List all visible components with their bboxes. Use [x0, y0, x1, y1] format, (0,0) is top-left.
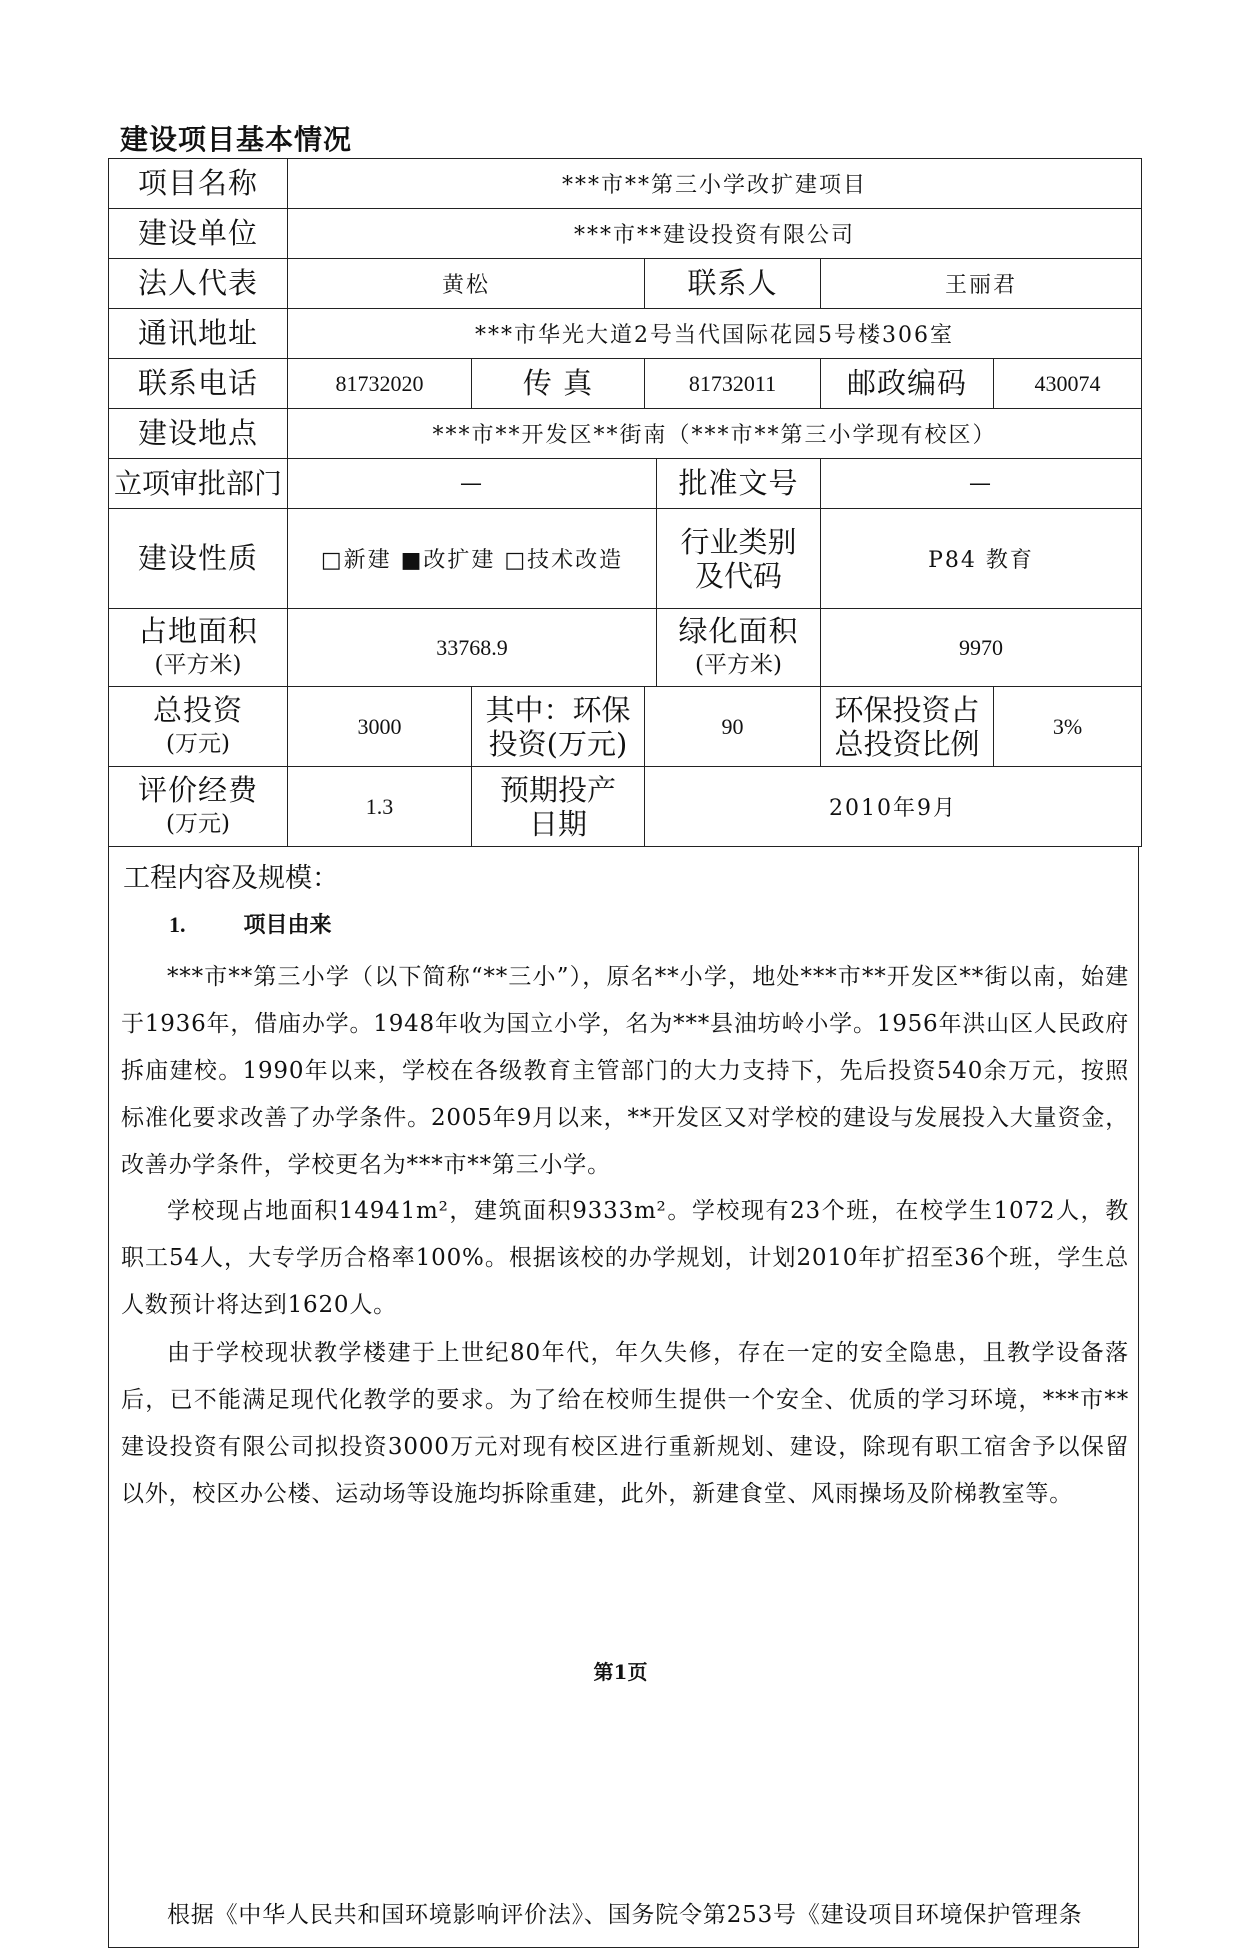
cell-fee-label	[109, 767, 288, 847]
value-address: ***市华光大道2号当代国际花园5号楼306室	[288, 309, 1142, 359]
label-production-date: 预期投产日期	[472, 767, 645, 847]
value-investment: 3000	[288, 687, 472, 767]
cell-area-label	[109, 609, 288, 687]
label-phone: 联系电话	[109, 359, 288, 409]
unit-investment: (万元)	[166, 731, 230, 757]
row-fee	[109, 767, 1142, 847]
label-env-ratio: 环保投资占总投资比例	[821, 687, 994, 767]
paragraph: 由于学校现状教学楼建于上世纪80年代，年久失修，存在一定的安全隐患，且教学设备落后，已不能满足现代化教学的要求。为了给在校师生提供一个安全、优质的学习环境，***市**建设投资有限公司拟投资3000万元对现有校区进行重新规划、建设，除现有职工宿舍予以保留以外，校区办公楼、运动场等设施均拆除重建，此外，新建食堂、风雨操场及阶梯教室等。	[121, 1340, 1129, 1507]
row-legal-rep	[109, 259, 1142, 309]
project-info-table	[108, 158, 1142, 847]
label-contact: 联系人	[645, 259, 821, 309]
label-zip: 邮政编码	[821, 359, 994, 409]
label-fee: 评价经费	[137, 773, 258, 807]
label-approval: 立项审批部门	[109, 459, 288, 509]
value-phone: 81732020	[288, 359, 472, 409]
label-fax: 传 真	[472, 359, 645, 409]
label-project-name: 项目名称	[109, 159, 288, 209]
value-project-name: ***市**第三小学改扩建项目	[288, 159, 1142, 209]
label-green-area: 绿化面积	[678, 614, 799, 648]
row-address	[109, 309, 1142, 359]
section-heading	[169, 908, 332, 939]
content-heading: 工程内容及规模：	[123, 863, 339, 894]
value-nature: □新建 ■改扩建 □技术改造	[288, 509, 657, 609]
label-nature: 建设性质	[109, 509, 288, 609]
value-fee: 1.3	[288, 767, 472, 847]
value-industry: P84 教育	[821, 509, 1142, 609]
label-site: 建设地点	[109, 409, 288, 459]
row-project-name	[109, 159, 1142, 209]
page-title: 建设项目基本情况	[120, 123, 353, 156]
label-doc-number: 批准文号	[657, 459, 821, 509]
value-zip: 430074	[994, 359, 1142, 409]
label-area: 占地面积	[137, 614, 258, 648]
label-investment: 总投资	[152, 693, 243, 727]
row-phone	[109, 359, 1142, 409]
row-investment	[109, 687, 1142, 767]
label-env-investment: 其中：环保投资(万元)	[472, 687, 645, 767]
value-env-investment: 90	[645, 687, 821, 767]
value-site: ***市**开发区**街南（***市**第三小学现有校区）	[288, 409, 1142, 459]
value-green-area: 9970	[821, 609, 1142, 687]
value-fax: 81732011	[645, 359, 821, 409]
project-content-section	[108, 846, 1139, 1948]
row-builder	[109, 209, 1142, 259]
label-legal-rep: 法人代表	[109, 259, 288, 309]
value-contact: 王丽君	[821, 259, 1142, 309]
row-site	[109, 409, 1142, 459]
page-number: 第1页	[593, 1660, 648, 1684]
cell-investment-label	[109, 687, 288, 767]
section-number: 1.	[169, 912, 186, 937]
value-area: 33768.9	[288, 609, 657, 687]
value-doc-number: —	[821, 459, 1142, 509]
unit-fee: (万元)	[166, 811, 230, 837]
paragraph: 学校现占地面积14941m²，建筑面积9333m²。学校现有23个班，在校学生1072人，教职工54人，大专学历合格率100%。根据该校的办学规划，计划2010年扩招至36个班，学生总人数预计将达到1620人。	[121, 1198, 1129, 1318]
value-legal-rep: 黄松	[288, 259, 645, 309]
label-industry: 行业类别及代码	[657, 509, 821, 609]
row-nature	[109, 509, 1142, 609]
row-approval	[109, 459, 1142, 509]
value-env-ratio: 3%	[994, 687, 1142, 767]
paragraph: ***市**第三小学（以下简称“**三小”），原名**小学，地处***市**开发区**街以南，始建于1936年，借庙办学。1948年收为国立小学，名为***县油坊岭小学。1956年洪山区人民政府拆庙建校。1990年以来，学校在各级教育主管部门的大力支持下，先后投资540余万元，按照标准化要求改善了办学条件。2005年9月以来，**开发区又对学校的建设与发展投入大量资金，改善办学条件，学校更名为***市**第三小学。	[121, 964, 1129, 1178]
value-builder: ***市**建设投资有限公司	[288, 209, 1142, 259]
paragraph: 根据《中华人民共和国环境影响评价法》、国务院令第253号《建设项目环境保护管理条	[167, 1902, 1083, 1928]
label-builder: 建设单位	[109, 209, 288, 259]
cell-green-label	[657, 609, 821, 687]
label-address: 通讯地址	[109, 309, 288, 359]
value-production-date: 2010年9月	[645, 767, 1142, 847]
unit-area: (平方米)	[154, 652, 242, 678]
value-approval: —	[288, 459, 657, 509]
row-area	[109, 609, 1142, 687]
unit-green-area: (平方米)	[695, 652, 782, 678]
section-title: 项目由来	[243, 912, 332, 938]
